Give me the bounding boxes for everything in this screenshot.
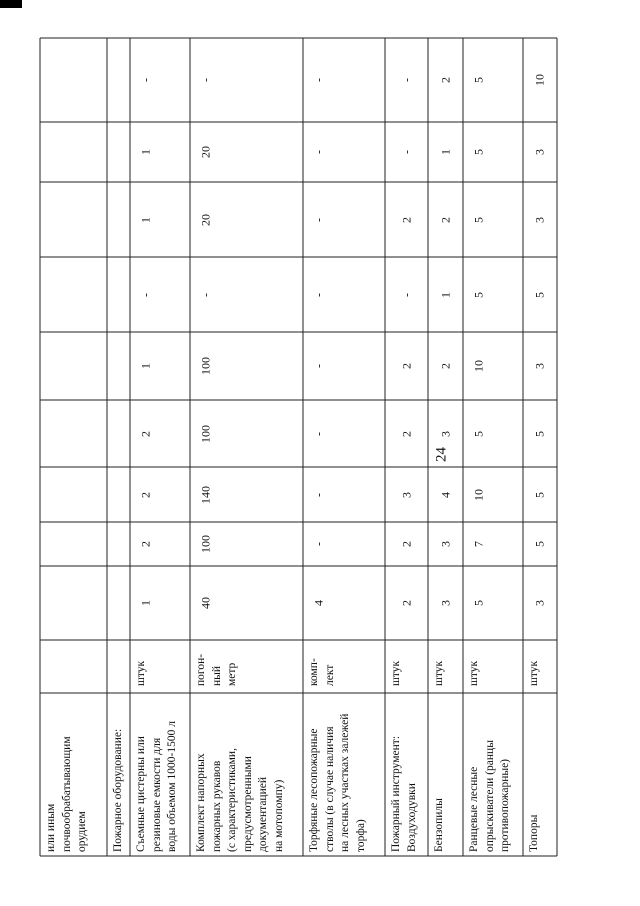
cell-value: 2 — [438, 363, 452, 369]
cell-value: 5 — [471, 77, 486, 83]
cell-value: 5 — [532, 541, 547, 547]
cell-value: 3 — [438, 600, 452, 606]
cell-value: - — [311, 542, 326, 546]
cell-value: 2 — [138, 492, 153, 498]
cell-value: 3 — [532, 363, 547, 369]
cell-value: 2 — [399, 541, 413, 547]
row-unit: штук — [433, 660, 445, 686]
cell-value: 3 — [399, 492, 413, 498]
cell-value: 2 — [438, 77, 452, 83]
cell-value: 5 — [471, 217, 486, 223]
cell-value: 3 — [532, 600, 547, 606]
cell-value: 4 — [311, 600, 326, 606]
cell-value: 1 — [138, 217, 153, 223]
cell-value: - — [399, 150, 413, 154]
cell-value: - — [311, 78, 326, 82]
cell-value: 5 — [532, 492, 547, 498]
cell-value: 4 — [438, 492, 452, 498]
row-unit: комп- — [308, 658, 320, 686]
cell-value: 1 — [438, 149, 452, 155]
cell-value: 5 — [532, 292, 547, 298]
cell-value: 10 — [471, 360, 486, 372]
row-label-line: опрыскиватели (ранцы — [483, 740, 496, 852]
cell-value: 100 — [198, 425, 213, 443]
row-unit: лект — [323, 664, 336, 686]
row-unit: штук — [468, 660, 480, 686]
cell-value: 10 — [471, 489, 486, 501]
row-label-line: орудием — [76, 811, 88, 852]
cell-value: - — [399, 293, 413, 297]
row-unit: штук — [135, 660, 147, 686]
cell-value: - — [311, 150, 326, 154]
cell-value: 5 — [471, 431, 486, 437]
cell-value: - — [311, 218, 326, 222]
cell-value: - — [198, 293, 213, 297]
row-label-line: пожарных рукавов — [210, 760, 223, 852]
cell-value: 5 — [471, 600, 486, 606]
row-label-line: Съемные цистерны или — [135, 736, 147, 852]
cell-value: 3 — [438, 431, 452, 437]
cell-value: 20 — [198, 214, 213, 226]
cell-value: - — [198, 78, 213, 82]
cell-value: 3 — [532, 217, 547, 223]
row-label-line: Торфяные лесопожарные — [308, 728, 320, 852]
cell-value: 100 — [198, 357, 213, 375]
row-label-line: Бензопилы — [433, 798, 445, 852]
cell-value: 2 — [138, 541, 153, 547]
page-number: 24 — [433, 447, 450, 462]
row-label-line: резиновые емкости для — [150, 737, 163, 852]
row-label-line: воды объемом 1000-1500 л — [166, 721, 178, 852]
row-unit: метр — [226, 662, 238, 686]
cell-value: 1 — [138, 600, 153, 606]
row-label-line: предусмотренными — [241, 756, 254, 852]
cell-value: 10 — [532, 74, 547, 86]
cell-value: - — [399, 78, 413, 82]
cell-value: - — [311, 432, 326, 436]
cell-value: 2 — [399, 600, 413, 606]
cell-value: - — [311, 293, 326, 297]
cell-value: 20 — [198, 146, 213, 158]
cell-value: 2 — [399, 363, 413, 369]
row-label-line: торфа) — [354, 819, 367, 852]
cell-value: 2 — [399, 431, 413, 437]
row-label-line: Топоры — [528, 814, 540, 852]
cell-value: - — [311, 364, 326, 368]
row-label-line: почвообрабатывающим — [60, 736, 73, 852]
cell-value: 40 — [198, 597, 213, 609]
row-label-line: Ранцевые лесные — [468, 766, 480, 852]
row-label-line: противопожарные) — [499, 758, 511, 852]
cell-value: 2 — [399, 217, 413, 223]
cell-value: - — [311, 493, 326, 497]
cell-value: 5 — [471, 292, 486, 298]
cell-value: - — [138, 78, 153, 82]
row-label-line: Воздуходувки — [405, 783, 418, 852]
cell-value: 3 — [438, 541, 452, 547]
cell-value: 1 — [438, 292, 452, 298]
cell-value: - — [138, 293, 153, 297]
row-label-line: или иным — [45, 803, 57, 852]
row-label-line: стволы (в случае наличия — [323, 726, 336, 852]
row-unit: ный — [210, 665, 223, 686]
row-unit: штук — [528, 660, 540, 686]
cell-value: 1 — [138, 363, 153, 369]
row-label-line: Комплект напорных — [195, 753, 207, 852]
row-label-line: Пожарный инструмент: — [390, 735, 402, 852]
cell-value: 100 — [198, 535, 213, 553]
cell-value: 140 — [198, 486, 213, 504]
row-label-line: (с характеристиками, — [226, 748, 238, 852]
cell-value: 3 — [532, 149, 547, 155]
cell-value: 1 — [138, 149, 153, 155]
row-label-line: на лесных участках залежей — [339, 713, 351, 852]
row-label-line: документацией — [257, 777, 269, 852]
cell-value: 7 — [471, 541, 486, 547]
row-label-line: Пожарное оборудование: — [112, 728, 124, 852]
cell-value: 2 — [438, 217, 452, 223]
cell-value: 5 — [532, 431, 547, 437]
row-unit: погон- — [195, 653, 207, 686]
cell-value: 2 — [138, 431, 153, 437]
row-unit: штук — [390, 660, 402, 686]
row-label-line: на мотопомпу) — [272, 779, 285, 852]
cell-value: 5 — [471, 149, 486, 155]
